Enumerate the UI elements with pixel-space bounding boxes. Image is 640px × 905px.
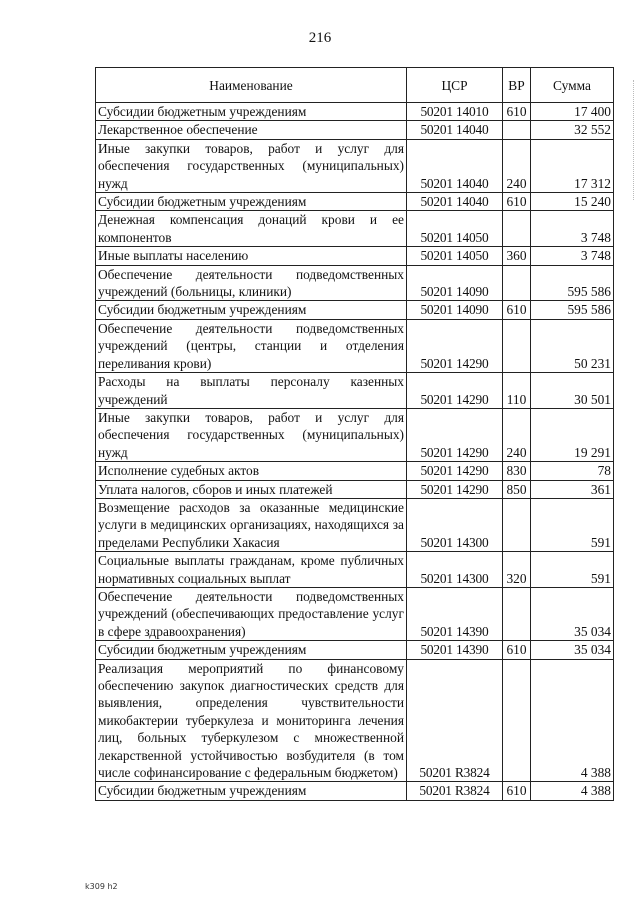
table-row (96, 247, 614, 265)
row-name: Субсидии бюджетным учреждениям (96, 782, 407, 800)
row-name: Иные закупки товаров, работ и услуг для обеспечения государственных (муниципальных) нужд (96, 408, 407, 461)
row-vr: 110 (503, 373, 531, 409)
row-sum: 35 034 (531, 587, 614, 640)
row-csr: 50201 R3824 (407, 782, 503, 800)
row-sum: 591 (531, 552, 614, 588)
row-csr: 50201 14090 (407, 265, 503, 301)
table-row (96, 193, 614, 211)
row-vr (503, 265, 531, 301)
row-sum: 19 291 (531, 408, 614, 461)
row-name: Социальные выплаты гражданам, кроме публичных нормативных социальных выплат (96, 552, 407, 588)
row-vr: 830 (503, 462, 531, 480)
row-name: Обеспечение деятельности подведомственных учреждений (больницы, клиники) (96, 265, 407, 301)
row-vr: 610 (503, 782, 531, 800)
header-name: Наименование (96, 68, 407, 103)
table-row (96, 587, 614, 640)
row-vr (503, 211, 531, 247)
table-row (96, 139, 614, 192)
footer-code: k309 h2 (85, 882, 118, 891)
row-name: Лекарственное обеспечение (96, 121, 407, 139)
row-vr: 320 (503, 552, 531, 588)
row-name: Обеспечение деятельности подведомственных учреждений (обеспечивающих предоставление услуг в сфере здравоохранения) (96, 587, 407, 640)
row-vr (503, 587, 531, 640)
budget-table (95, 67, 614, 801)
row-csr: 50201 14040 (407, 193, 503, 211)
table-row (96, 301, 614, 319)
row-csr: 50201 14290 (407, 462, 503, 480)
table-row (96, 121, 614, 139)
row-sum: 595 586 (531, 265, 614, 301)
row-sum: 17 312 (531, 139, 614, 192)
row-sum: 32 552 (531, 121, 614, 139)
row-vr: 360 (503, 247, 531, 265)
row-csr: 50201 14290 (407, 408, 503, 461)
table-row (96, 265, 614, 301)
row-name: Субсидии бюджетным учреждениям (96, 641, 407, 659)
row-sum: 4 388 (531, 659, 614, 782)
row-sum: 361 (531, 480, 614, 498)
row-sum: 15 240 (531, 193, 614, 211)
row-sum: 30 501 (531, 373, 614, 409)
row-sum: 4 388 (531, 782, 614, 800)
table-row (96, 641, 614, 659)
row-sum: 3 748 (531, 247, 614, 265)
row-sum: 3 748 (531, 211, 614, 247)
page-number: 216 (308, 30, 332, 46)
table-row (96, 211, 614, 247)
row-vr (503, 319, 531, 372)
row-csr: 50201 R3824 (407, 659, 503, 782)
row-vr: 610 (503, 301, 531, 319)
row-vr: 850 (503, 480, 531, 498)
row-sum: 50 231 (531, 319, 614, 372)
row-csr: 50201 14050 (407, 211, 503, 247)
row-vr (503, 659, 531, 782)
header-sum: Сумма (531, 68, 614, 103)
row-name: Субсидии бюджетным учреждениям (96, 301, 407, 319)
table-row (96, 552, 614, 588)
row-name: Реализация мероприятий по финансовому обеспечению закупок диагностических средств для выявления, определения чувствительности микобактерии туберкулеза и мониторинга лечения лиц, больных туберкулезом с множественной лекарственной устойчивостью возбудителя (в том числе софинансирование с федеральным бюджетом) (96, 659, 407, 782)
row-csr: 50201 14050 (407, 247, 503, 265)
row-csr: 50201 14040 (407, 139, 503, 192)
table-row (96, 498, 614, 551)
table-row (96, 462, 614, 480)
row-vr: 610 (503, 193, 531, 211)
row-vr (503, 498, 531, 551)
row-name: Субсидии бюджетным учреждениям (96, 103, 407, 121)
row-vr: 240 (503, 139, 531, 192)
row-sum: 35 034 (531, 641, 614, 659)
table-row (96, 480, 614, 498)
row-csr: 50201 14300 (407, 498, 503, 551)
row-name: Иные выплаты населению (96, 247, 407, 265)
table-row (96, 659, 614, 782)
row-vr: 240 (503, 408, 531, 461)
table-row (96, 782, 614, 800)
row-csr: 50201 14010 (407, 103, 503, 121)
table-row (96, 319, 614, 372)
row-csr: 50201 14090 (407, 301, 503, 319)
row-name: Расходы на выплаты персоналу казенных учреждений (96, 373, 407, 409)
row-name: Иные закупки товаров, работ и услуг для обеспечения государственных (муниципальных) нужд (96, 139, 407, 192)
row-vr (503, 121, 531, 139)
row-name: Уплата налогов, сборов и иных платежей (96, 480, 407, 498)
row-csr: 50201 14290 (407, 373, 503, 409)
table-row (96, 373, 614, 409)
row-sum: 78 (531, 462, 614, 480)
row-name: Субсидии бюджетным учреждениям (96, 193, 407, 211)
scan-edge-marks (633, 80, 640, 200)
table-row (96, 103, 614, 121)
header-vr: ВР (503, 68, 531, 103)
row-csr: 50201 14300 (407, 552, 503, 588)
row-csr: 50201 14040 (407, 121, 503, 139)
header-csr: ЦСР (407, 68, 503, 103)
row-csr: 50201 14290 (407, 319, 503, 372)
row-sum: 595 586 (531, 301, 614, 319)
row-csr: 50201 14390 (407, 587, 503, 640)
row-vr: 610 (503, 103, 531, 121)
table-row (96, 408, 614, 461)
row-name: Обеспечение деятельности подведомственных учреждений (центры, станции и отделения переливания крови) (96, 319, 407, 372)
row-name: Исполнение судебных актов (96, 462, 407, 480)
row-name: Денежная компенсация донаций крови и ее компонентов (96, 211, 407, 247)
row-name: Возмещение расходов за оказанные медицинские услуги в медицинских организациях, находящихся за пределами Республики Хакасия (96, 498, 407, 551)
row-sum: 591 (531, 498, 614, 551)
row-csr: 50201 14290 (407, 480, 503, 498)
table-header-row (96, 68, 614, 103)
row-vr: 610 (503, 641, 531, 659)
row-sum: 17 400 (531, 103, 614, 121)
row-csr: 50201 14390 (407, 641, 503, 659)
